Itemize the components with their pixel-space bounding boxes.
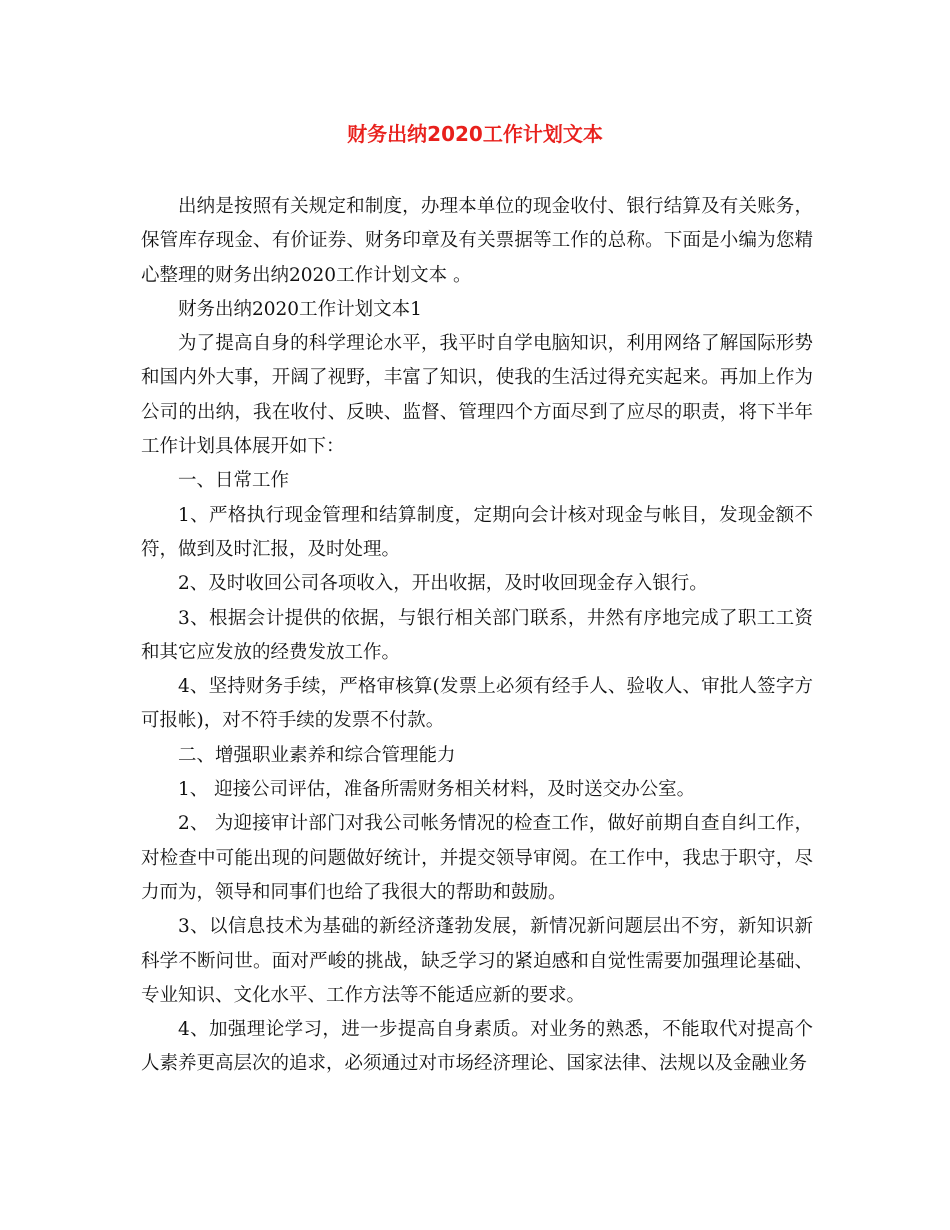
- list-item: 2、 为迎接审计部门对我公司帐务情况的检查工作，做好前期自查自纠工作，对检查中可能出现的问题做好统计，并提交领导审阅。在工作中，我忠于职守，尽力而为，领导和同事们也给了我很大的帮助和鼓励。: [141, 813, 813, 903]
- intro-paragraph: 出纳是按照有关规定和制度，办理本单位的现金收付、银行结算及有关账务，保管库存现金、有价证券、财务印章及有关票据等工作的总称。下面是小编为您精心整理的财务出纳2020工作计划文本 。: [141, 196, 813, 286]
- body-paragraph: 为了提高自身的科学理论水平，我平时自学电脑知识，利用网络了解国际形势和国内外大事，开阔了视野，丰富了知识，使我的生活过得充实起来。再加上作为公司的出纳，我在收付、反映、监督、管理四个方面尽到了应尽的职责，将下半年工作计划具体展开如下：: [141, 333, 813, 458]
- list-item: 4、坚持财务手续，严格审核算(发票上必须有经手人、验收人、审批人签字方可报帐)，对不符手续的发票不付款。: [141, 676, 813, 732]
- subsection-heading: 一、日常工作: [178, 470, 290, 492]
- document-body: [141, 190, 813, 1082]
- list-item: 3、以信息技术为基础的新经济蓬勃发展，新情况新问题层出不穷，新知识新科学不断问世。面对严峻的挑战，缺乏学习的紧迫感和自觉性需要加强理论基础、专业知识、文化水平、工作方法等不能适应新的要求。: [141, 916, 813, 1006]
- document-title: 财务出纳2020工作计划文本: [347, 122, 603, 146]
- list-item: 4、加强理论学习，进一步提高自身素质。对业务的熟悉，不能取代对提高个人素养更高层次的追求，必须通过对市场经济理论、国家法律、法规以及金融业务: [141, 1019, 813, 1075]
- list-item: 2、及时收回公司各项收入，开出收据，及时收回现金存入银行。: [178, 573, 708, 595]
- list-item: 1、严格执行现金管理和结算制度，定期向会计核对现金与帐目，发现金额不符，做到及时汇报，及时处理。: [141, 504, 813, 560]
- section-heading: 财务出纳2020工作计划文本1: [178, 298, 422, 320]
- list-item: 3、根据会计提供的依据，与银行相关部门联系，井然有序地完成了职工工资和其它应发放的经费发放工作。: [141, 607, 813, 663]
- subsection-heading: 二、增强职业素养和综合管理能力: [178, 744, 456, 766]
- list-item: 1、 迎接公司评估，准备所需财务相关材料，及时送交办公室。: [178, 779, 696, 801]
